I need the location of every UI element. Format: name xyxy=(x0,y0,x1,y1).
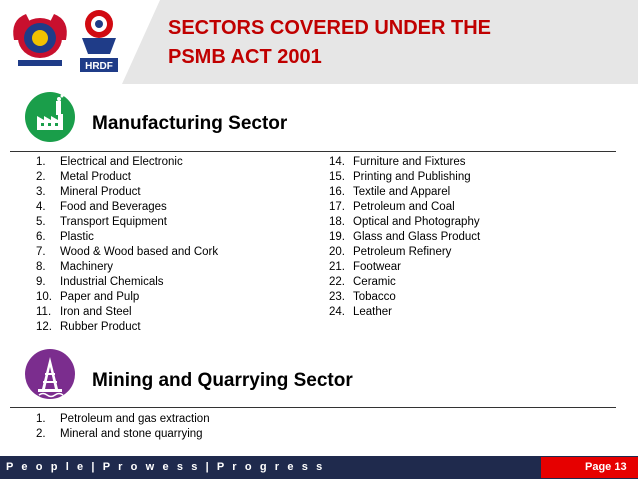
list-item-number: 20. xyxy=(329,246,345,258)
list-item xyxy=(329,170,480,185)
list-item xyxy=(36,320,218,335)
list-item xyxy=(36,275,218,290)
page-title-line-2: PSMB ACT 2001 xyxy=(168,46,322,68)
list-item-label: Mineral and stone quarrying xyxy=(60,428,203,440)
list-item-label: Glass and Glass Product xyxy=(353,231,481,243)
list-item-label: Textile and Apparel xyxy=(353,186,451,198)
page-title xyxy=(168,14,628,72)
list-item xyxy=(36,200,218,215)
list-item-label: Plastic xyxy=(60,231,94,243)
list-item-label: Furniture and Fixtures xyxy=(353,156,466,168)
footer-tagline: P e o p l e | P r o w e s s | P r o g r e s s xyxy=(6,461,325,473)
list-item-number: 2. xyxy=(36,171,46,183)
list-item xyxy=(36,290,218,305)
list-item-number: 19. xyxy=(329,231,345,243)
list-item-number: 12. xyxy=(36,321,52,333)
list-item-number: 18. xyxy=(329,216,345,228)
list-item xyxy=(329,200,480,215)
list-item-number: 17. xyxy=(329,201,345,213)
list-item xyxy=(329,215,480,230)
list-item-number: 8. xyxy=(36,261,46,273)
manufacturing-sector-heading: Manufacturing Sector xyxy=(92,113,288,134)
list-item-label: Leather xyxy=(353,306,393,318)
list-item-number: 4. xyxy=(36,201,46,213)
list-item-number: 15. xyxy=(329,171,345,183)
hrdf-logo xyxy=(78,8,120,74)
list-item xyxy=(329,275,480,290)
list-item-label: Electrical and Electronic xyxy=(60,156,183,168)
list-item xyxy=(36,185,218,200)
list-item-number: 5. xyxy=(36,216,46,228)
list-item xyxy=(329,305,480,320)
hrdf-logo-text: HRDF xyxy=(85,61,113,72)
title-banner-wedge xyxy=(122,0,160,84)
list-item-label: Petroleum and gas extraction xyxy=(60,413,210,425)
section-divider xyxy=(10,407,616,408)
list-item-number: 24. xyxy=(329,306,345,318)
list-item-number: 14. xyxy=(329,156,345,168)
list-item-label: Iron and Steel xyxy=(60,306,132,318)
list-item-label: Petroleum and Coal xyxy=(353,201,455,213)
list-item-label: Metal Product xyxy=(60,171,131,183)
manufacturing-list-right xyxy=(329,155,480,320)
list-item-number: 1. xyxy=(36,413,46,425)
list-item-number: 16. xyxy=(329,186,345,198)
list-item xyxy=(329,290,480,305)
list-item xyxy=(329,185,480,200)
manufacturing-list-left xyxy=(36,155,218,335)
list-item-label: Rubber Product xyxy=(60,321,141,333)
list-item xyxy=(329,260,480,275)
oil-rig-icon xyxy=(25,349,75,399)
mining-list xyxy=(36,412,210,442)
list-item-number: 7. xyxy=(36,246,46,258)
list-item-number: 10. xyxy=(36,291,52,303)
list-item-number: 9. xyxy=(36,276,46,288)
list-item-number: 23. xyxy=(329,291,345,303)
mining-sector-heading: Mining and Quarrying Sector xyxy=(92,370,353,391)
header xyxy=(0,0,638,84)
list-item-label: Petroleum Refinery xyxy=(353,246,452,258)
page-number: Page 13 xyxy=(585,461,627,473)
list-item-label: Tobacco xyxy=(353,291,396,303)
list-item-number: 21. xyxy=(329,261,345,273)
list-item xyxy=(36,170,218,185)
list-item xyxy=(329,155,480,170)
list-item xyxy=(36,215,218,230)
list-item-number: 22. xyxy=(329,276,345,288)
list-item-number: 6. xyxy=(36,231,46,243)
page-title-line-1: SECTORS COVERED UNDER THE xyxy=(168,17,492,39)
logo-area xyxy=(0,0,142,84)
list-item-label: Footwear xyxy=(353,261,401,273)
list-item-label: Food and Beverages xyxy=(60,201,167,213)
list-item-label: Machinery xyxy=(60,261,114,273)
list-item-number: 2. xyxy=(36,428,46,440)
list-item xyxy=(36,155,218,170)
list-item-number: 3. xyxy=(36,186,46,198)
list-item-label: Wood & Wood based and Cork xyxy=(60,246,219,258)
ministry-crest-logo xyxy=(8,10,72,72)
list-item-label: Printing and Publishing xyxy=(353,171,471,183)
list-item-label: Transport Equipment xyxy=(60,216,167,228)
factory-icon xyxy=(25,92,75,142)
list-item-label: Mineral Product xyxy=(60,186,141,198)
list-item-label: Ceramic xyxy=(353,276,396,288)
list-item xyxy=(36,245,218,260)
list-item-label: Optical and Photography xyxy=(353,216,480,228)
list-item xyxy=(36,260,218,275)
list-item-number: 11. xyxy=(36,306,52,318)
list-item-label: Industrial Chemicals xyxy=(60,276,164,288)
section-divider xyxy=(10,151,616,152)
list-item xyxy=(36,305,218,320)
list-item-number: 1. xyxy=(36,156,46,168)
list-item xyxy=(329,245,480,260)
list-item xyxy=(329,230,480,245)
list-item-label: Paper and Pulp xyxy=(60,291,140,303)
list-item xyxy=(36,427,210,442)
list-item xyxy=(36,412,210,427)
list-item xyxy=(36,230,218,245)
